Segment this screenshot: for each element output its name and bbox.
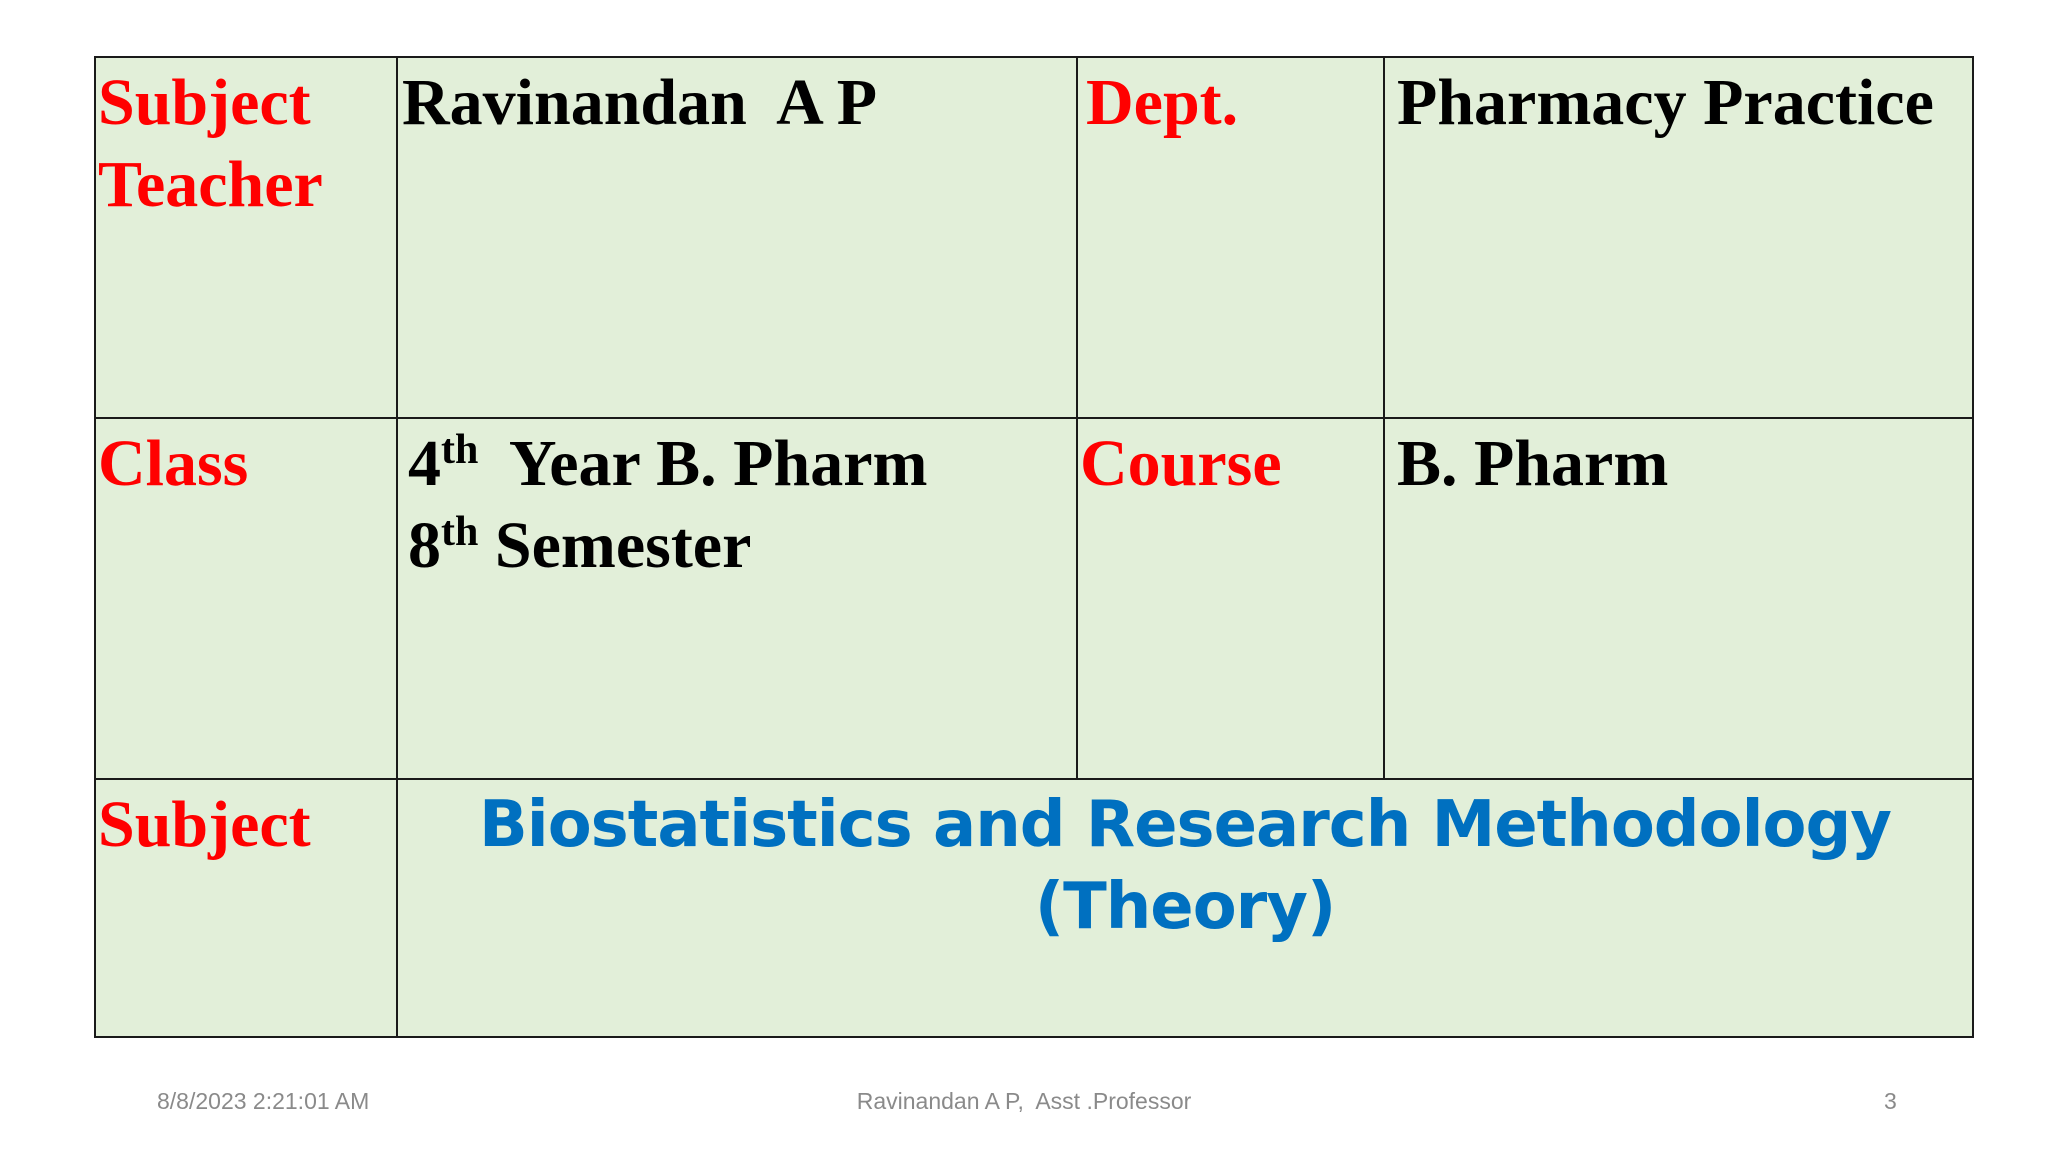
- dept-label-cell: [1077, 57, 1384, 418]
- subject-type: (Theory): [1034, 870, 1336, 944]
- class-year-suffix: th: [441, 427, 479, 473]
- subject-value-cell: [397, 779, 1973, 1037]
- subject-teacher-label: Subject Teacher: [98, 66, 323, 221]
- dept-value: Pharmacy Practice: [1397, 66, 1934, 139]
- teacher-name-cell: [397, 57, 1077, 418]
- footer-date: 8/8/2023 2:21:01 AM: [157, 1088, 370, 1114]
- course-label: Course: [1080, 427, 1282, 500]
- course-value: B. Pharm: [1397, 427, 1669, 500]
- table-row-subject: [95, 779, 1973, 1037]
- class-label-cell: [95, 418, 397, 779]
- subject-title: Biostatistics and Research Methodology: [478, 788, 1892, 862]
- table-row-class: [95, 418, 1973, 779]
- subject-teacher-label-cell: [95, 57, 397, 418]
- table-row-teacher: [95, 57, 1973, 418]
- class-semester-suffix: th: [441, 509, 479, 555]
- class-semester: [398, 505, 1076, 587]
- class-label: Class: [98, 427, 249, 500]
- course-value-cell: [1384, 418, 1973, 779]
- class-year: [398, 419, 1076, 505]
- class-value-cell: [397, 418, 1077, 779]
- teacher-name: Ravinandan A P: [402, 66, 878, 139]
- course-label-cell: [1077, 418, 1384, 779]
- subject-label-cell: [95, 779, 397, 1037]
- subject-label: Subject: [98, 788, 311, 861]
- class-semester-number: 8: [408, 509, 441, 582]
- class-semester-text: Semester: [478, 509, 752, 582]
- dept-label: Dept.: [1086, 66, 1239, 139]
- footer-page-number: 3: [1884, 1088, 1897, 1114]
- dept-value-cell: [1384, 57, 1973, 418]
- class-year-number: 4: [408, 427, 441, 500]
- footer-author: Ravinandan A P, Asst .Professor: [856, 1088, 1192, 1114]
- class-year-text: Year B. Pharm: [478, 427, 928, 500]
- info-table: [94, 56, 1974, 1038]
